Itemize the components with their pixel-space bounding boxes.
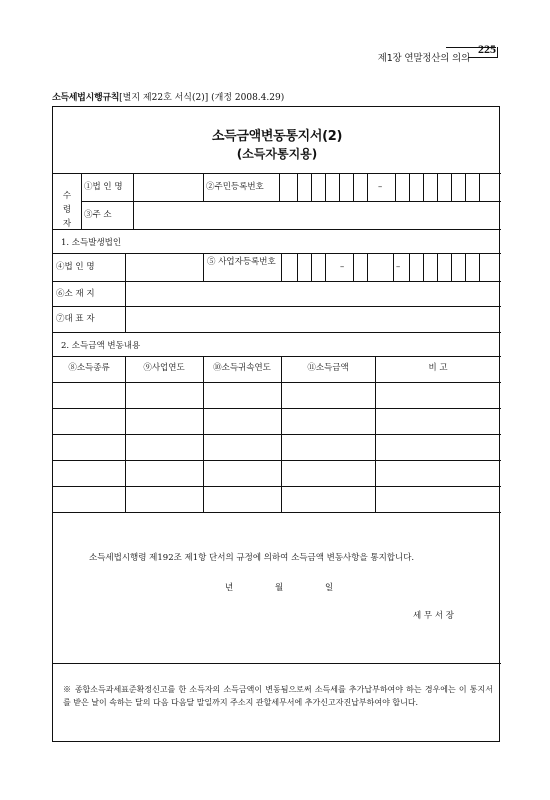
id-digit-box bbox=[395, 173, 396, 201]
date-month: 월 bbox=[275, 583, 284, 593]
rule-recipient-bottom bbox=[53, 229, 501, 230]
biz-no-dash-1: – bbox=[340, 262, 345, 272]
rule-v bbox=[375, 356, 376, 512]
rule-s2-row bbox=[53, 486, 501, 487]
col-business-year: ⑨사업연도 bbox=[143, 363, 185, 373]
biz-digit-box bbox=[409, 253, 410, 281]
col-income-amount: ⑪소득금액 bbox=[307, 363, 349, 373]
notice-text: ※ 종합소득과세표준확정신고를 한 소득자의 소득금액이 변동됨으로써 소득세를 추가납부하여야 하는 경우에는 이 통지서를 받은 날이 속하는 달의 다음 다음달 말일까지 주소지 관할세무서에 추가신고자진납부하여야 합니다. bbox=[63, 685, 493, 707]
id-digit-box bbox=[409, 173, 410, 201]
rule-v bbox=[203, 173, 204, 201]
id-digit-box bbox=[339, 173, 340, 201]
rule-recipient-mid bbox=[81, 201, 501, 202]
biz-digit-box bbox=[311, 253, 312, 281]
id-digit-box bbox=[479, 173, 480, 201]
header-rule-tick bbox=[497, 47, 498, 58]
section1-label: 1. 소득발생법인 bbox=[61, 238, 122, 248]
biz-digit-box bbox=[451, 253, 452, 281]
form-reference bbox=[52, 90, 284, 103]
biz-digit-box bbox=[437, 253, 438, 281]
rule-s1-a bbox=[53, 281, 501, 282]
col-attribution-year: ⑩소득귀속연도 bbox=[213, 363, 271, 373]
col-remarks: 비 고 bbox=[428, 363, 448, 373]
id-digit-box bbox=[437, 173, 438, 201]
rule-v bbox=[81, 173, 82, 229]
id-digit-box bbox=[297, 173, 298, 201]
form-law-name: 소득세법시행규칙 bbox=[52, 93, 120, 103]
rule-v bbox=[281, 356, 282, 512]
notice-form bbox=[52, 106, 500, 742]
biz-digit-box bbox=[297, 253, 298, 281]
id-digit-box bbox=[423, 173, 424, 201]
biz-digit-box bbox=[465, 253, 466, 281]
rule-v bbox=[125, 356, 126, 512]
rule-v bbox=[279, 173, 280, 201]
issuer-title: 세 무 서 장 bbox=[413, 611, 454, 621]
rule-v bbox=[203, 356, 204, 512]
recipient-name-label: ①법 인 명 bbox=[84, 182, 123, 192]
id-digit-box bbox=[465, 173, 466, 201]
location-label: ⑥소 재 지 bbox=[56, 289, 95, 299]
id-digit-box bbox=[353, 173, 354, 201]
date-year: 년 bbox=[225, 583, 234, 593]
form-title: 소득금액변동통지서(2) bbox=[211, 129, 343, 144]
biz-digit-box bbox=[479, 253, 480, 281]
form-ref-detail: [별지 제22호 서식(2)] (개정 2008.4.29) bbox=[119, 93, 285, 103]
biz-digit-box bbox=[325, 253, 326, 281]
recipient-id-dash: – bbox=[378, 182, 383, 192]
rule-v bbox=[125, 253, 126, 332]
date-day: 일 bbox=[325, 583, 334, 593]
recipient-address-label: ③주 소 bbox=[84, 210, 112, 220]
col-income-type: ⑧소득종류 bbox=[68, 363, 110, 373]
id-digit-box bbox=[311, 173, 312, 201]
page-number: 225 bbox=[478, 42, 496, 56]
rule-notice bbox=[53, 663, 501, 664]
header-rule bbox=[446, 47, 496, 48]
rule-s1-c bbox=[53, 332, 501, 333]
representative-label: ⑦대 표 자 bbox=[56, 314, 95, 324]
id-digit-box bbox=[451, 173, 452, 201]
rule-s2-row bbox=[53, 512, 501, 513]
rule-v bbox=[281, 253, 282, 281]
biz-no-dash-2: – bbox=[396, 262, 401, 272]
biz-no-label: ⑤ 사업자등록번호 bbox=[207, 257, 276, 267]
rule-s2-top bbox=[53, 356, 501, 357]
form-subtitle: (소득자통지용) bbox=[236, 147, 318, 161]
biz-digit-box bbox=[367, 253, 368, 281]
corp-name-label: ④법 인 명 bbox=[56, 262, 95, 272]
rule-s2-head bbox=[53, 382, 501, 383]
header-rule-lower bbox=[468, 57, 498, 58]
rule-v bbox=[203, 253, 204, 281]
rule-s2-row bbox=[53, 408, 501, 409]
rule-s2-row bbox=[53, 460, 501, 461]
rule-s1-top bbox=[53, 253, 501, 254]
biz-digit-box bbox=[353, 253, 354, 281]
recipient-id-label: ②주민등록번호 bbox=[206, 182, 264, 192]
chapter-heading: 제1장 연말정산의 의의 bbox=[377, 53, 470, 64]
recipient-group-label: 수령자 bbox=[62, 191, 72, 229]
statement-text: 소득세법시행령 제192조 제1항 단서의 규정에 의하여 소득금액 변동사항을 통지합니다. bbox=[89, 553, 415, 563]
rule-s2-row bbox=[53, 434, 501, 435]
section2-label: 2. 소득금액 변동내용 bbox=[61, 341, 141, 351]
rule-top bbox=[53, 173, 501, 174]
rule-s1-b bbox=[53, 306, 501, 307]
rule-v bbox=[133, 173, 134, 229]
biz-digit-box bbox=[423, 253, 424, 281]
id-digit-box bbox=[325, 173, 326, 201]
biz-digit-box bbox=[393, 253, 394, 281]
id-digit-box bbox=[367, 173, 368, 201]
